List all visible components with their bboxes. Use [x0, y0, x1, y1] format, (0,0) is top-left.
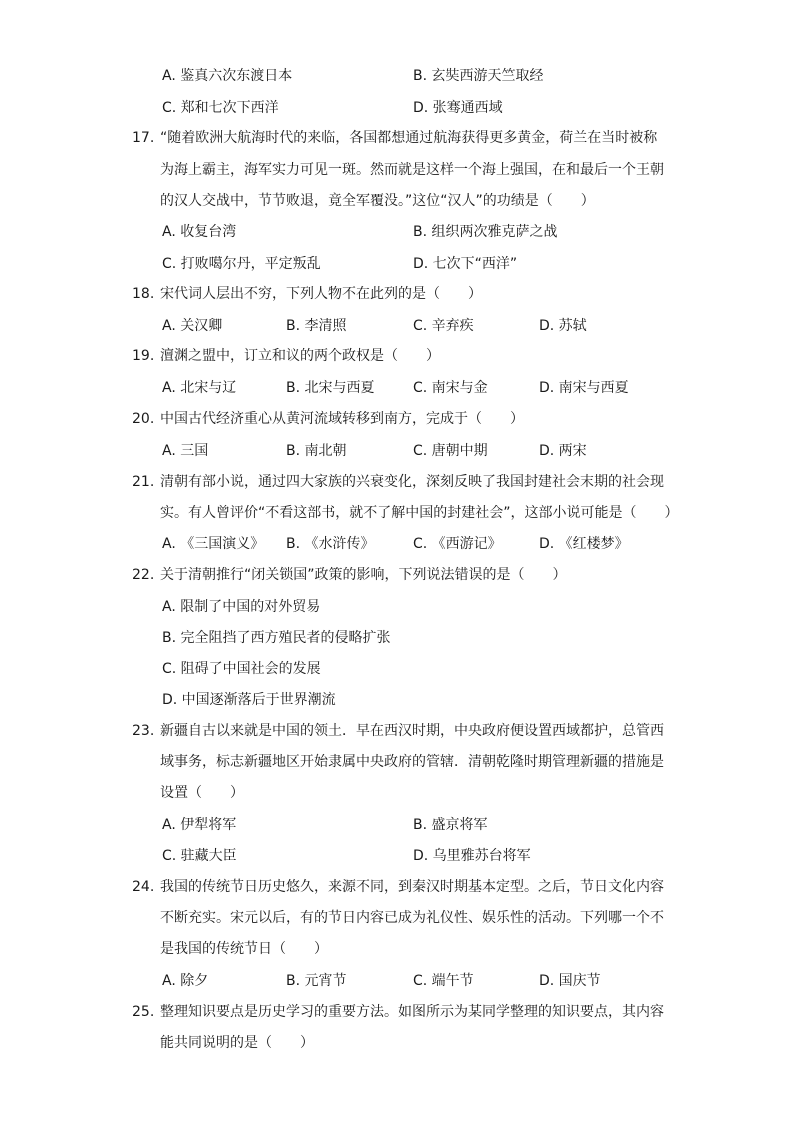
question-number: 24. [132, 879, 155, 895]
question-text: 清朝有部小说，通过四大家族的兴衰变化，深刻反映了我国封建社会末期的社会现 [160, 474, 664, 490]
question-text: 是我国的传统节日（ ） [160, 941, 328, 957]
option-d: D. 乌里雅苏台将军 [413, 848, 531, 864]
option-c: C. 南宋与金 [413, 380, 488, 396]
question-text: 能共同说明的是（ ） [160, 1035, 314, 1051]
question-text: 域事务，标志新疆地区开始隶属中央政府的管辖．清朝乾隆时期管理新疆的措施是 [160, 754, 664, 770]
option-c: C. 《西游记》 [413, 536, 502, 552]
option-d: D. 国庆节 [539, 973, 601, 989]
option-d: D. 张骞通西域 [413, 100, 503, 116]
option-a: A. 伊犁将军 [162, 817, 237, 833]
question-text: 澶渊之盟中，订立和议的两个政权是（ ） [160, 348, 440, 364]
option-b: B. 《水浒传》 [286, 536, 375, 552]
question-text: “随着欧洲大航海时代的来临，各国都想通过航海获得更多黄金，荷兰在当时被称 [160, 130, 658, 146]
question-number: 22. [132, 567, 155, 583]
option-c: C. 阻碍了中国社会的发展 [162, 661, 321, 677]
option-b: B. 李清照 [286, 318, 347, 334]
question-number: 21. [132, 474, 155, 490]
option-a: A. 关汉卿 [162, 318, 223, 334]
question-text: 关于清朝推行“闭关锁国”政策的影响，下列说法错误的是（ ） [160, 567, 567, 583]
option-a: A. 除夕 [162, 973, 209, 989]
question-text: 宋代词人层出不穷，下列人物不在此列的是（ ） [160, 286, 482, 302]
question-number: 18. [132, 286, 155, 302]
question-number: 17. [132, 130, 155, 146]
option-d: D. 两宋 [539, 443, 587, 459]
option-c: C. 辛弃疾 [413, 318, 474, 334]
option-b: B. 组织两次雅克萨之战 [413, 224, 558, 240]
option-b: B. 完全阻挡了西方殖民者的侵略扩张 [162, 630, 391, 646]
option-a: A. 三国 [162, 443, 209, 459]
question-text: 的汉人交战中，节节败退，竟全军覆没。”这位“汉人”的功绩是（ ） [160, 193, 595, 209]
option-a: A. 收复台湾 [162, 224, 237, 240]
question-text: 实。有人曾评价“不看这部书，就不了解中国的封建社会”，这部小说可能是（ ） [160, 505, 679, 521]
option-c: C. 驻藏大臣 [162, 848, 237, 864]
option-c: C. 打败噶尔丹，平定叛乱 [162, 256, 321, 272]
option-a: A. 《三国演义》 [162, 536, 265, 552]
option-d: D. 苏轼 [539, 318, 587, 334]
option-b: B. 玄奘西游天竺取经 [413, 68, 544, 84]
question-text: 不断充实。宋元以后，有的节日内容已成为礼仪性、娱乐性的活动。下列哪一个不 [160, 910, 664, 926]
option-d: D. 《红楼梦》 [539, 536, 629, 552]
question-number: 19. [132, 348, 155, 364]
option-b: B. 南北朝 [286, 443, 347, 459]
option-a: A. 限制了中国的对外贸易 [162, 599, 321, 615]
question-text: 整理知识要点是历史学习的重要方法。如图所示为某同学整理的知识要点，其内容 [160, 1004, 664, 1020]
option-b: B. 元宵节 [286, 973, 347, 989]
question-number: 20. [132, 411, 155, 427]
option-b: B. 盛京将军 [413, 817, 488, 833]
option-d: D. 七次下“西洋” [413, 256, 518, 272]
option-d: D. 中国逐渐落后于世界潮流 [162, 692, 336, 708]
question-number: 25. [132, 1004, 155, 1020]
option-a: A. 鉴真六次东渡日本 [162, 68, 293, 84]
question-number: 23. [132, 723, 155, 739]
question-text: 设置（ ） [160, 785, 244, 801]
question-text: 新疆自古以来就是中国的领土．早在西汉时期，中央政府便设置西域都护，总管西 [160, 723, 664, 739]
option-c: C. 唐朝中期 [413, 443, 488, 459]
option-d: D. 南宋与西夏 [539, 380, 629, 396]
question-text: 我国的传统节日历史悠久，来源不同，到秦汉时期基本定型。之后，节日文化内容 [160, 879, 664, 895]
option-c: C. 郑和七次下西洋 [162, 100, 279, 116]
option-a: A. 北宋与辽 [162, 380, 237, 396]
option-b: B. 北宋与西夏 [286, 380, 375, 396]
option-c: C. 端午节 [413, 973, 474, 989]
question-text: 中国古代经济重心从黄河流域转移到南方，完成于（ ） [160, 411, 524, 427]
question-text: 为海上霸主，海军实力可见一斑。然而就是这样一个海上强国，在和最后一个王朝 [160, 162, 664, 178]
